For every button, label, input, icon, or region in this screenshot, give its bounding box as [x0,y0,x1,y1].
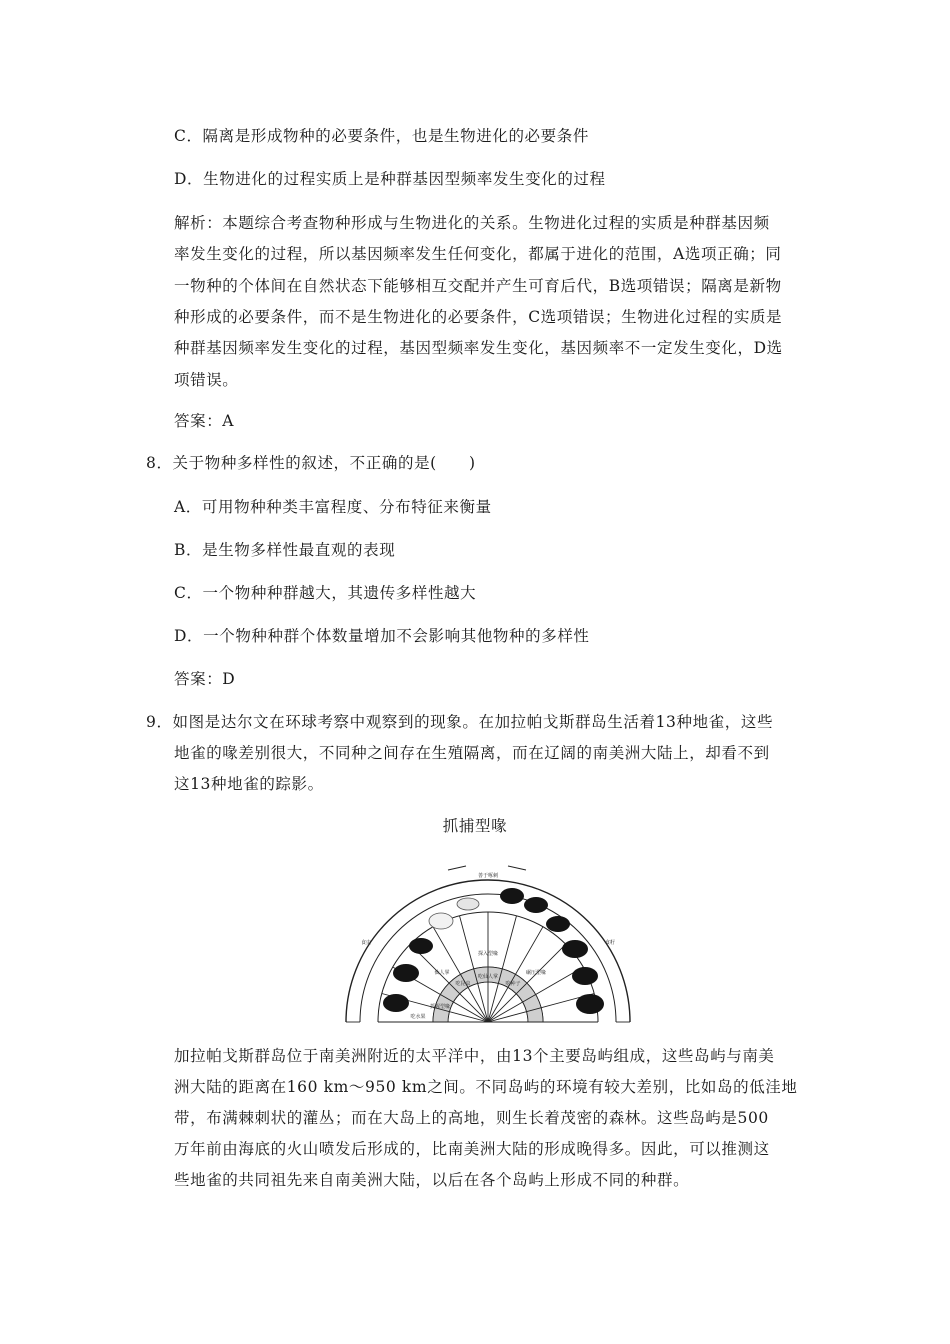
paragraph-line: 带，布满棘刺状的灌丛；而在大岛上的高地，则生长着茂密的森林。这些岛屿是500 [174,1109,769,1127]
option-d-q8: D．一个物种种群个体数量增加不会影响其他物种的多样性 [174,627,590,645]
label-eat-fruit: 吃水果 [410,1014,426,1020]
label-top-arc: 善于啄刺 [477,873,499,879]
analysis-line: 种群基因频率发生变化的过程，基因型频率发生变化，基因频率不一定发生变化，D选 [174,339,783,357]
answer-q8: 答案：D [174,670,236,688]
label-eat-insect: 吃昆虫 [455,981,471,987]
finch-beak-diagram [338,852,638,1032]
paragraph-line: 洲大陆的距离在160 km～950 km之间。不同岛屿的环境有较大差别，比如岛的低洼地 [174,1078,798,1096]
analysis-line: 一物种的个体间在自然状态下能够相互交配并产生可育后代，B选项错误；隔离是新物 [174,277,782,295]
option-b-q8: B．是生物多样性最直观的表现 [174,541,396,559]
paragraph-line: 加拉帕戈斯群岛位于南美洲附近的太平洋中，由13个主要岛屿组成，这些岛屿与南美 [174,1047,775,1065]
label-right-arc: 食籽 [604,940,616,946]
analysis-line: 解析：本题综合考查物种形成与生物进化的关系。生物进化过程的实质是种群基因频 [174,214,770,232]
question-9-stem: 这13种地雀的踪影。 [174,775,324,793]
label-eat-seed: 吃种子 [505,981,521,987]
paragraph-line: 些地雀的共同祖先来自南美洲大陆，以后在各个岛屿上形成不同的种群。 [174,1171,690,1189]
figure-title: 抓捕型喙 [442,817,508,835]
label-eat-cactus: 吃仙人掌 [477,974,499,980]
question-9-stem: 地雀的喙差别很大，不同种之间存在生殖隔离，而在辽阔的南美洲大陆上，却看不到 [174,744,770,762]
answer-q7: 答案：A [174,412,235,430]
label-left-inner: 仙人掌 [434,970,450,976]
paragraph-line: 万年前由海底的火山喷发后形成的，比南美洲大陆的形成晚得多。因此，可以推测这 [174,1140,770,1158]
analysis-line: 率发生变化的过程，所以基因频率发生任何变化，都属于进化的范围，A选项正确；同 [174,245,782,263]
label-left-arc: 食虫 [360,940,372,946]
label-right-inner: 碾压型喙 [525,970,547,976]
label-bottom-left: 抓握型喙 [429,1004,451,1010]
question-9-stem: 9．如图是达尔文在环球考察中观察到的现象。在加拉帕戈斯群岛生活着13种地雀，这些 [146,713,774,731]
label-center-top: 探入型喙 [477,951,499,957]
option-c-q7: C．隔离是形成物种的必要条件，也是生物进化的必要条件 [174,127,589,145]
question-8-stem: 8．关于物种多样性的叙述，不正确的是( ) [146,454,476,472]
analysis-line: 种形成的必要条件，而不是生物进化的必要条件，C选项错误；生物进化过程的实质是 [174,308,783,326]
option-d-q7: D．生物进化的过程实质上是种群基因型频率发生变化的过程 [174,170,606,188]
option-a-q8: A．可用物种种类丰富程度、分布特征来衡量 [174,498,492,516]
option-c-q8: C．一个物种种群越大，其遗传多样性越大 [174,584,477,602]
analysis-line: 项错误。 [174,371,239,389]
